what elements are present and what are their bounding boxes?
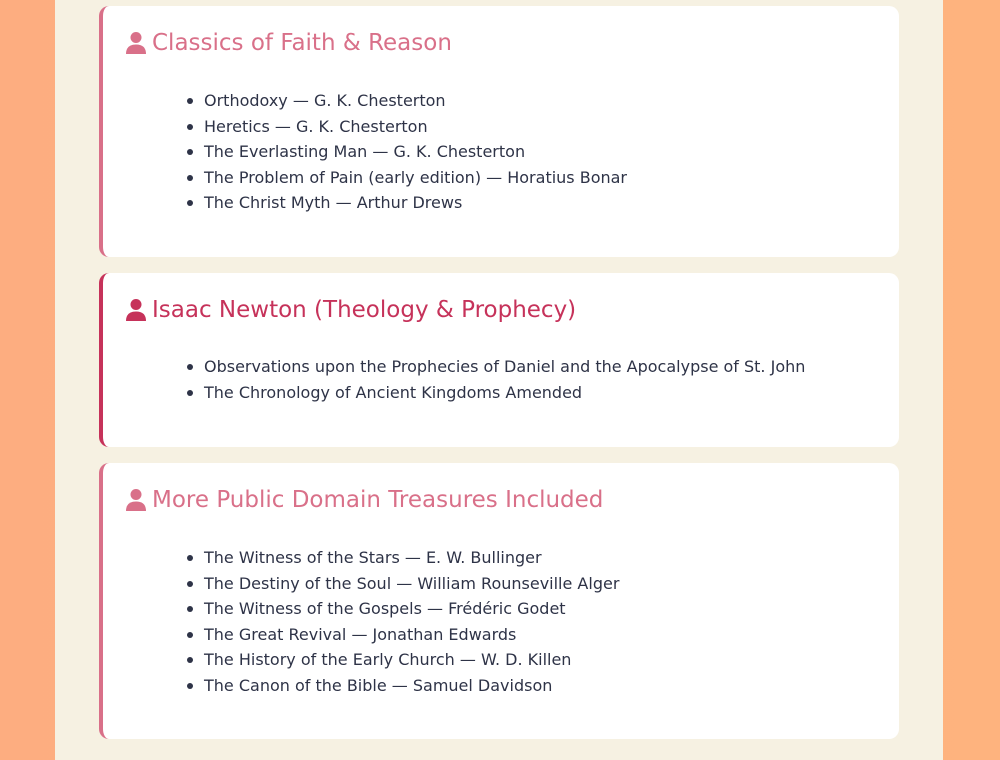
card-title-text: Isaac Newton (Theology & Prophecy) <box>152 297 577 323</box>
user-icon <box>125 488 147 512</box>
book-item: The Canon of the Bible — Samuel Davidson <box>182 673 619 699</box>
book-item: The Problem of Pain (early edition) — Horatius Bonar <box>182 165 627 191</box>
book-item: The Witness of the Stars — E. W. Bullinger <box>182 545 619 571</box>
book-item: The Witness of the Gospels — Frédéric Godet <box>182 596 619 622</box>
book-item: The Christ Myth — Arthur Drews <box>182 190 627 216</box>
card-title-text: Classics of Faith & Reason <box>152 30 452 56</box>
author-card-classics <box>99 6 899 257</box>
user-icon <box>125 298 147 322</box>
author-card-newton <box>99 273 899 447</box>
book-item: The Great Revival — Jonathan Edwards <box>182 622 619 648</box>
book-list <box>182 88 627 216</box>
book-item: The Chronology of Ancient Kingdoms Amended <box>182 380 805 406</box>
book-item: Orthodoxy — G. K. Chesterton <box>182 88 627 114</box>
user-icon <box>125 31 147 55</box>
card-title <box>125 28 452 58</box>
card-title-text: More Public Domain Treasures Included <box>152 487 604 513</box>
content-area <box>55 0 943 760</box>
book-item: The Destiny of the Soul — William Rounseville Alger <box>182 571 619 597</box>
author-card-more-treasures <box>99 463 899 739</box>
card-title <box>125 485 603 515</box>
book-item: Heretics — G. K. Chesterton <box>182 114 627 140</box>
book-list <box>182 354 805 405</box>
book-list <box>182 545 619 698</box>
book-item: The History of the Early Church — W. D. Killen <box>182 647 619 673</box>
card-title <box>125 295 576 325</box>
book-item: Observations upon the Prophecies of Daniel and the Apocalypse of St. John <box>182 354 805 380</box>
book-item: The Everlasting Man — G. K. Chesterton <box>182 139 627 165</box>
